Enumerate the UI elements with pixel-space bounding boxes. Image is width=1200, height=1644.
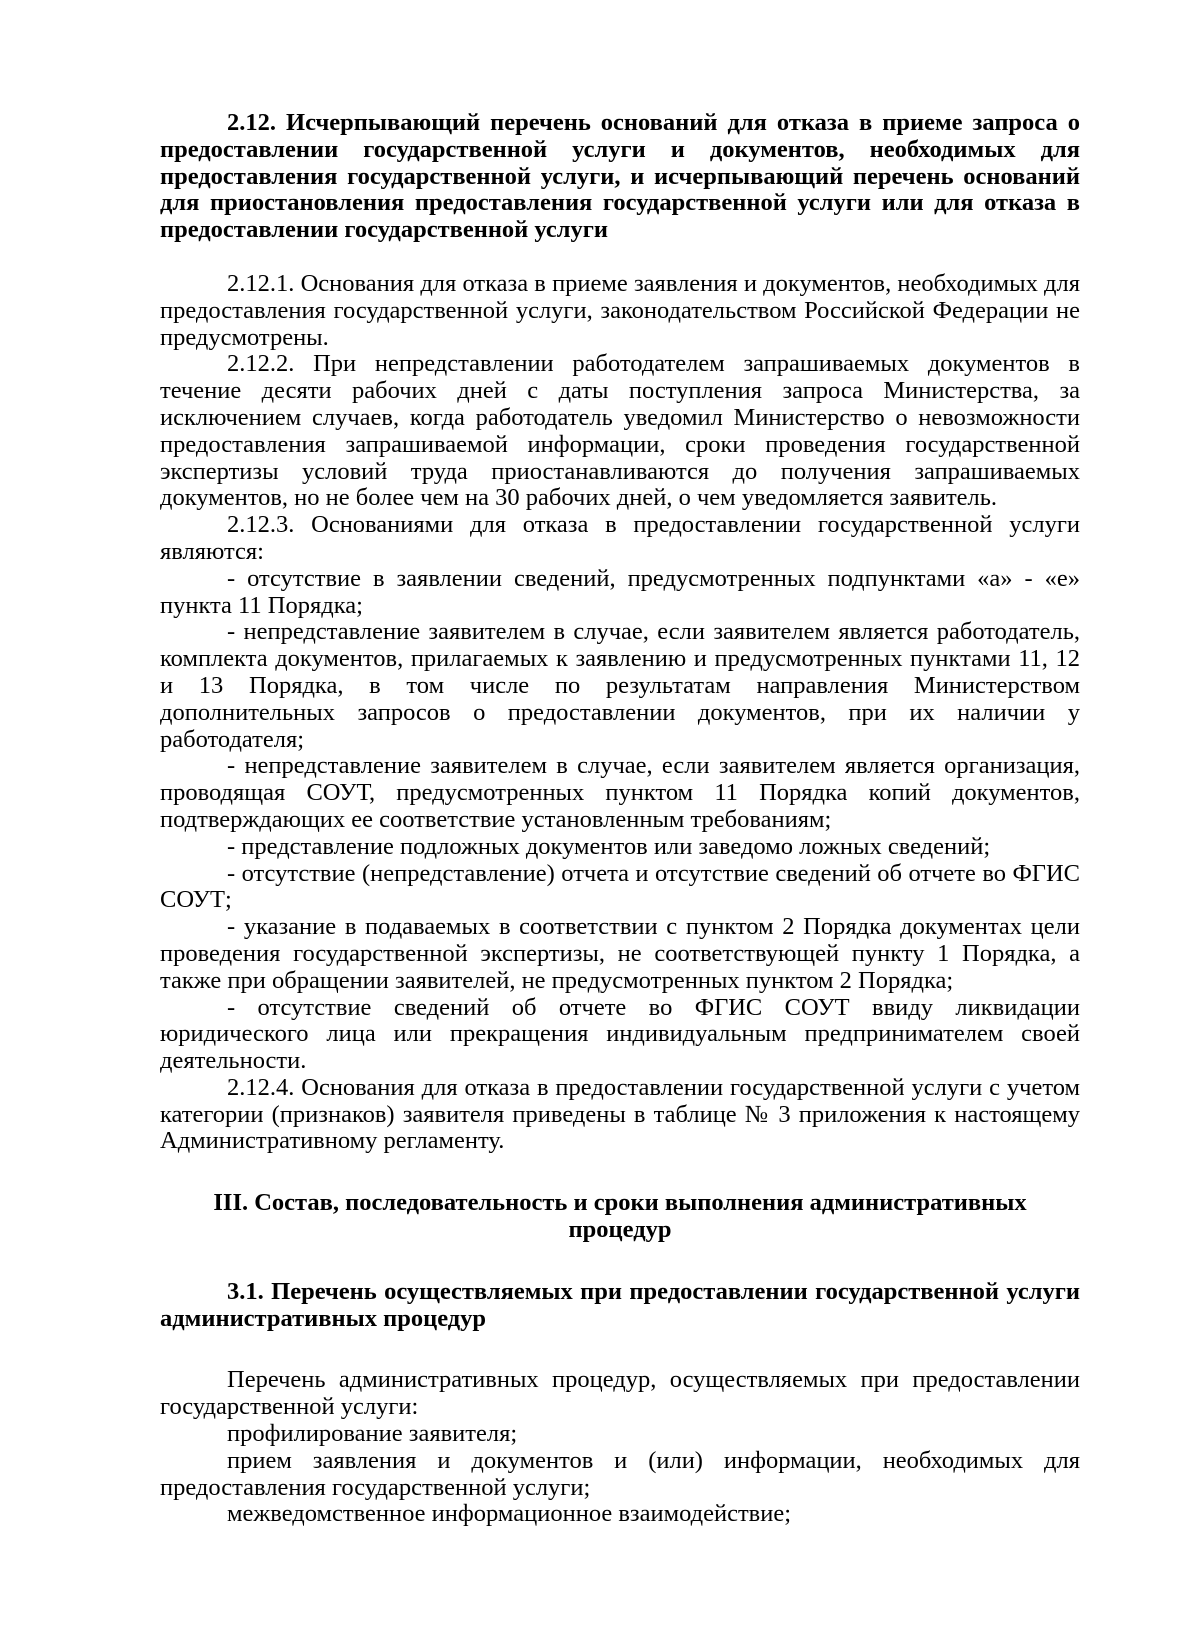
procedure-item-1: профилирование заявителя; (227, 1420, 518, 1448)
refusal-ground-3: - непредставление заявителем в случае, если заявителем является организация, проводящая СОУТ, предусмотренных пунктом 11 Порядка копий документов, подтверждающих ее соответствие установленным требованиям; (160, 752, 1080, 833)
refusal-ground-7: - отсутствие сведений об отчете во ФГИС СОУТ ввиду ликвидации юридического лица или прекращения индивидуальным предпринимателем своей деятельности. (160, 993, 1080, 1075)
section-3-heading: III. Состав, последовательность и сроки выполнения административных процедур (213, 1189, 1027, 1244)
procedure-item-3: межведомственное информационное взаимодействие; (227, 1500, 792, 1528)
section-3-1-heading: 3.1. Перечень осуществляемых при предоставлении государственной услуги административных процедур (160, 1277, 1080, 1332)
section-2-12-body (160, 271, 1080, 1155)
paragraph-2-12-1: 2.12.1. Основания для отказа в приеме заявления и документов, необходимых для предоставления государственной услуги, законодательством Российской Федерации не предусмотрены. (160, 269, 1080, 351)
paragraph-2-12-3: 2.12.3. Основаниями для отказа в предоставлении государственной услуги являются: (160, 511, 1080, 565)
paragraph-2-12-2: 2.12.2. При непредставлении работодателем запрашиваемых документов в течение десяти рабочих дней с даты поступления запроса Министерства, за исключением случаев, когда работодатель уведомил Министерство о невозможности предоставления запрашиваемой информации, сроки проведения государственной экспертизы условий труда приостанавливаются до получения запрашиваемых документов, но не более чем на 30 рабочих дней, о чем уведомляется заявитель. (160, 350, 1080, 512)
procedure-item-2: прием заявления и документов и (или) информации, необходимых для предоставления государственной услуги; (160, 1446, 1080, 1501)
section-3-1-body (160, 1367, 1080, 1528)
refusal-ground-5: - отсутствие (непредставление) отчета и отсутствие сведений об отчете во ФГИС СОУТ; (160, 859, 1080, 914)
refusal-ground-2: - непредставление заявителем в случае, если заявителем является работодатель, комплекта документов, прилагаемых к заявлению и предусмотренных пунктами 11, 12 и 13 Порядка, в том числе по результатам направления Министерством дополнительных запросов о предоставлении документов, при их наличии у работодателя; (160, 618, 1080, 753)
document-page (160, 110, 1080, 1528)
refusal-ground-4: - представление подложных документов или заведомо ложных сведений; (227, 832, 991, 860)
paragraph-2-12-4: 2.12.4. Основания для отказа в предоставлении государственной услуги с учетом категории (признаков) заявителя приведены в таблице № 3 приложения к настоящему Административному регламенту. (160, 1073, 1080, 1155)
refusal-ground-1: - отсутствие в заявлении сведений, предусмотренных подпунктами «а» - «е» пункта 11 Порядка; (160, 564, 1080, 619)
procedures-intro: Перечень административных процедур, осуществляемых при предоставлении государственной услуги: (160, 1366, 1080, 1421)
refusal-ground-6: - указание в подаваемых в соответствии с пунктом 2 Порядка документах цели проведения государственной экспертизы, не соответствующей пункту 1 Порядка, а также при обращении заявителей, не предусмотренных пунктом 2 Порядка; (160, 913, 1080, 994)
section-2-12-heading: 2.12. Исчерпывающий перечень оснований для отказа в приеме запроса о предоставлении государственной услуги и документов, необходимых для предоставления государственной услуги, и исчерпывающий перечень оснований для приостановления предоставления государственной услуги или для отказа в предоставлении государственной услуги (160, 109, 1080, 244)
